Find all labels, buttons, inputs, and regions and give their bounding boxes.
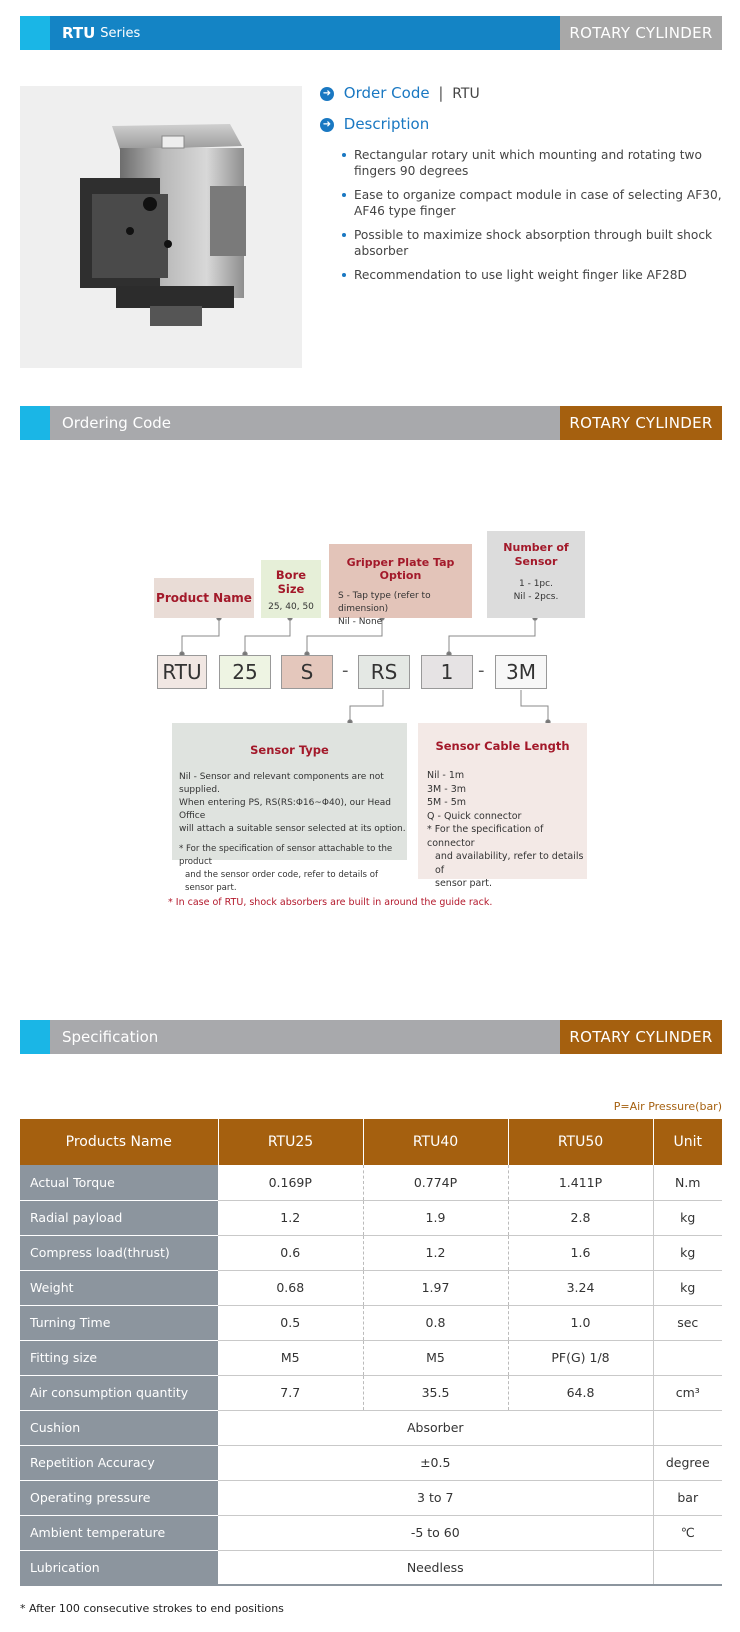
gripper-option-title: Gripper Plate Tap Option <box>346 556 455 582</box>
column-header: RTU40 <box>363 1119 508 1165</box>
table-cell: 1.9 <box>363 1200 508 1235</box>
gripper-option-lines <box>329 590 472 629</box>
row-label: Cushion <box>20 1410 218 1445</box>
unit-cell: bar <box>653 1480 722 1515</box>
arrow-right-icon: ➜ <box>320 87 334 101</box>
code-sensor-count: 1 <box>421 655 473 689</box>
cable-length-note-line: and availability, refer to details of <box>435 851 584 876</box>
list-item: Ease to organize compact module in case of selecting AF30, AF46 type finger <box>342 187 722 219</box>
sensor-type-line: will attach a suitable sensor selected at its option. <box>179 824 406 834</box>
bore-size-title: Bore Size <box>275 568 307 596</box>
column-header: RTU25 <box>218 1119 363 1165</box>
order-code-label: Order Code <box>343 84 430 102</box>
section-title: Specification <box>50 1020 580 1054</box>
cable-length-line: Nil - 1m <box>427 770 465 781</box>
row-label: Turning Time <box>20 1305 218 1340</box>
sensor-type-lines <box>172 771 407 836</box>
cable-length-lines <box>418 769 587 823</box>
sensor-count-line: 1 - 1pc. <box>519 579 553 589</box>
column-header: RTU50 <box>508 1119 653 1165</box>
table-row <box>20 1200 722 1235</box>
table-row <box>20 1445 722 1480</box>
table-cell: 1.97 <box>363 1270 508 1305</box>
row-label: Actual Torque <box>20 1165 218 1200</box>
cable-length-line: Q - Quick connector <box>427 810 522 822</box>
order-code-value: RTU <box>452 86 480 102</box>
code-sensor-type: RS <box>358 655 410 689</box>
table-cell: 3 to 7 <box>218 1480 653 1515</box>
code-cable-length: 3M <box>495 655 547 689</box>
order-code-separator: | <box>438 84 444 102</box>
bore-size-box <box>261 560 321 618</box>
unit-cell: ℃ <box>653 1515 722 1550</box>
table-row <box>20 1515 722 1550</box>
table-row <box>20 1340 722 1375</box>
table-cell: 1.0 <box>508 1305 653 1340</box>
unit-cell: sec <box>653 1305 722 1340</box>
sensor-type-line: When entering PS, RS(RS:Φ16~Φ40), our Head Office <box>179 798 391 821</box>
cable-length-note <box>418 823 587 891</box>
unit-cell: kg <box>653 1235 722 1270</box>
gripper-option-line: Nil - None <box>338 617 383 627</box>
cable-length-note-line: * For the specification of connector <box>427 824 544 849</box>
category-label: ROTARY CYLINDER <box>560 406 722 440</box>
table-cell: 1.2 <box>218 1200 363 1235</box>
column-header: Products Name <box>20 1119 218 1165</box>
table-row <box>20 1375 722 1410</box>
table-cell: M5 <box>218 1340 363 1375</box>
sensor-type-box <box>172 723 407 893</box>
row-label: Radial payload <box>20 1200 218 1235</box>
unit-cell: kg <box>653 1200 722 1235</box>
table-row <box>20 1165 722 1200</box>
row-label: Air consumption quantity <box>20 1375 218 1410</box>
specification-table <box>20 1119 722 1586</box>
list-item: Rectangular rotary unit which mounting and rotating two fingers 90 degrees <box>342 147 722 179</box>
unit-cell <box>653 1550 722 1585</box>
category-label: ROTARY CYLINDER <box>560 16 722 50</box>
row-label: Ambient temperature <box>20 1515 218 1550</box>
section-title: Ordering Code <box>50 406 580 440</box>
table-cell: 0.6 <box>218 1235 363 1270</box>
table-row <box>20 1270 722 1305</box>
header-accent <box>20 1020 50 1054</box>
cable-length-line: 5M - 5m <box>427 797 467 808</box>
table-row <box>20 1235 722 1270</box>
table-cell: 1.411P <box>508 1165 653 1200</box>
table-cell: 35.5 <box>363 1375 508 1410</box>
sensor-type-note <box>172 843 407 895</box>
row-label: Weight <box>20 1270 218 1305</box>
product-name-title: Product Name <box>156 591 252 605</box>
row-label: Repetition Accuracy <box>20 1445 218 1480</box>
table-cell: M5 <box>363 1340 508 1375</box>
table-header-row <box>20 1119 722 1165</box>
table-cell: ±0.5 <box>218 1445 653 1480</box>
gripper-option-line: S - Tap type (refer to dimension) <box>338 591 431 614</box>
code-product: RTU <box>157 655 207 689</box>
table-cell: 0.169P <box>218 1165 363 1200</box>
description-label: Description <box>343 115 430 133</box>
table-row <box>20 1480 722 1515</box>
row-label: Lubrication <box>20 1550 218 1585</box>
table-cell: 0.5 <box>218 1305 363 1340</box>
sensor-count-title-line: Number of <box>503 541 569 554</box>
table-row <box>20 1550 722 1585</box>
sensor-count-title <box>487 541 585 569</box>
table-cell: 0.8 <box>363 1305 508 1340</box>
product-name-box <box>154 578 254 618</box>
table-cell: Needless <box>218 1550 653 1585</box>
table-cell: 0.68 <box>218 1270 363 1305</box>
unit-cell <box>653 1410 722 1445</box>
unit-cell: degree <box>653 1445 722 1480</box>
row-label: Compress load(thrust) <box>20 1235 218 1270</box>
table-row <box>20 1410 722 1445</box>
code-dash: - <box>478 660 485 681</box>
unit-cell: kg <box>653 1270 722 1305</box>
sensor-count-lines <box>487 578 585 604</box>
sensor-type-note-line: and the sensor order code, refer to details of sensor part. <box>185 870 378 893</box>
table-cell: 1.6 <box>508 1235 653 1270</box>
series-label: Series <box>100 25 141 41</box>
specification-body <box>20 1165 722 1585</box>
code-bore: 25 <box>219 655 271 689</box>
arrow-right-icon: ➜ <box>320 118 334 132</box>
column-header: Unit <box>653 1119 722 1165</box>
table-cell: 64.8 <box>508 1375 653 1410</box>
sensor-count-title-line: Sensor <box>514 555 558 568</box>
list-item: Recommendation to use light weight finger like AF28D <box>342 267 722 283</box>
table-cell: 2.8 <box>508 1200 653 1235</box>
row-label: Operating pressure <box>20 1480 218 1515</box>
spec-footnote: * After 100 consecutive strokes to end positions <box>20 1602 284 1615</box>
bore-size-values: 25, 40, 50 <box>268 602 314 612</box>
cable-length-note-line: sensor part. <box>435 878 493 889</box>
code-gripper: S <box>281 655 333 689</box>
list-item: Possible to maximize shock absorption through built shock absorber <box>342 227 722 259</box>
table-cell: 7.7 <box>218 1375 363 1410</box>
sensor-count-line: Nil - 2pcs. <box>513 592 559 602</box>
table-cell: Absorber <box>218 1410 653 1445</box>
table-cell: -5 to 60 <box>218 1515 653 1550</box>
unit-cell <box>653 1340 722 1375</box>
cable-length-box <box>418 723 587 889</box>
ordering-note: * In case of RTU, shock absorbers are built in around the guide rack. <box>168 897 493 908</box>
row-label: Fitting size <box>20 1340 218 1375</box>
gripper-option-box <box>329 544 472 627</box>
cable-length-title: Sensor Cable Length <box>435 739 570 753</box>
air-pressure-note: P=Air Pressure(bar) <box>613 1100 722 1113</box>
specification-bar <box>20 1020 722 1054</box>
cable-length-line: 3M - 3m <box>427 783 467 795</box>
table-cell: 0.774P <box>363 1165 508 1200</box>
table-cell: PF(G) 1/8 <box>508 1340 653 1375</box>
unit-cell: cm³ <box>653 1375 722 1410</box>
sensor-type-line: Nil - Sensor and relevant components are not supplied. <box>179 772 384 795</box>
sensor-type-note-line: * For the specification of sensor attachable to the product <box>179 844 393 867</box>
series-name: RTU <box>62 24 96 42</box>
unit-cell: N.m <box>653 1165 722 1200</box>
code-dash: - <box>342 660 349 681</box>
table-cell: 1.2 <box>363 1235 508 1270</box>
category-label: ROTARY CYLINDER <box>560 1020 722 1054</box>
table-row <box>20 1305 722 1340</box>
sensor-type-title: Sensor Type <box>250 743 329 757</box>
table-cell: 3.24 <box>508 1270 653 1305</box>
sensor-count-box <box>487 531 585 618</box>
